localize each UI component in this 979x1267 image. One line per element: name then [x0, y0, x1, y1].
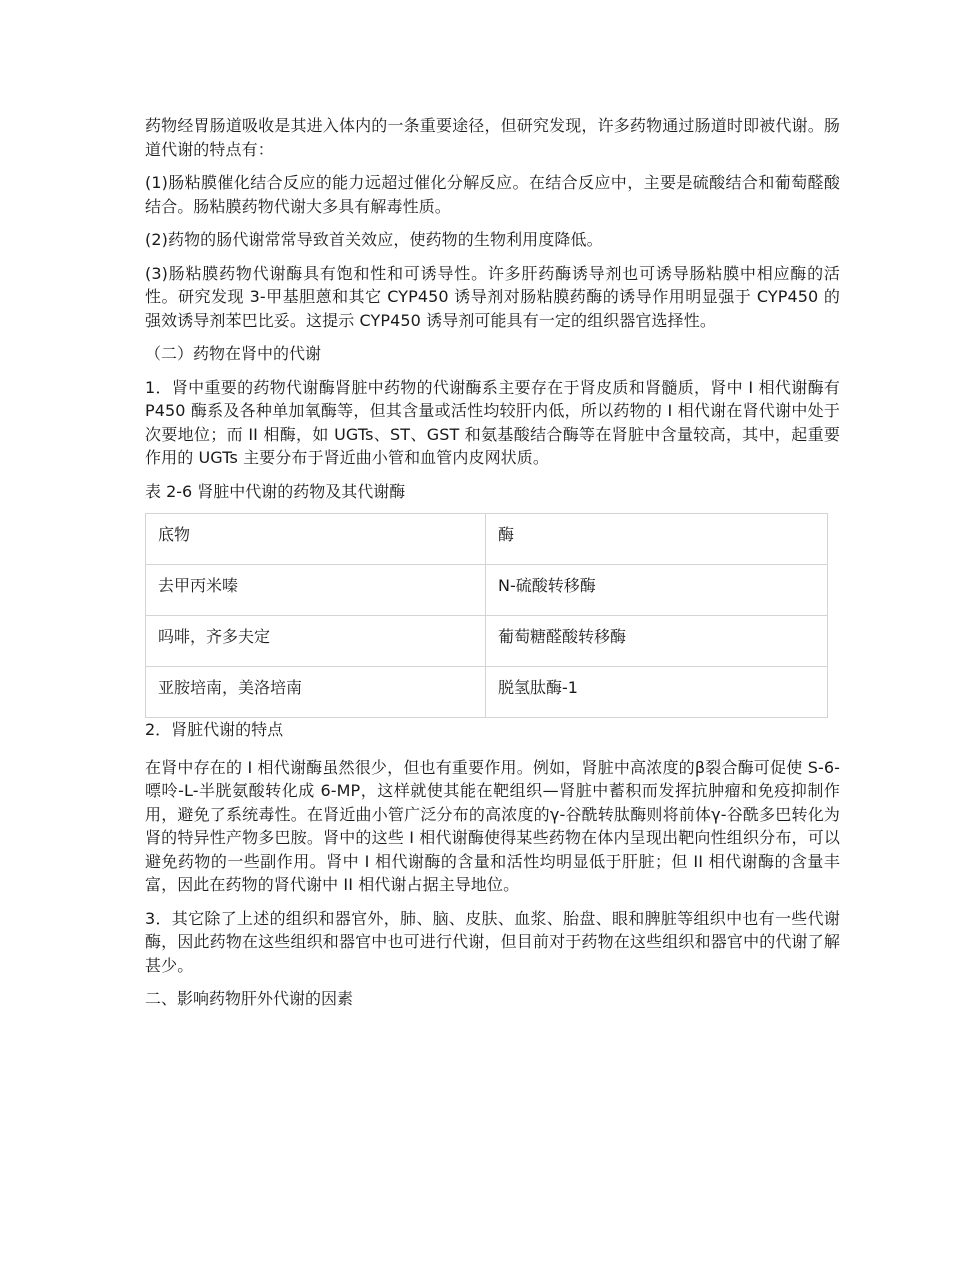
- table-caption: 表 2-6 肾脏中代谢的药物及其代谢酶: [145, 481, 406, 501]
- table-cell-enzyme: 脱氢肽酶-1: [486, 667, 828, 718]
- intro-paragraph: 药物经胃肠道吸收是其进入体内的一条重要途径，但研究发现，许多药物通过肠道时即被代谢。肠道代谢的特点有：: [145, 116, 840, 159]
- table-row: [146, 667, 828, 718]
- enzyme-table: [145, 513, 828, 718]
- kidney-features-paragraph: 在肾中存在的 I 相代谢酶虽然很少，但也有重要作用。例如，肾脏中高浓度的β裂合酶可促使 S-6-嘌呤-L-半胱氨酸转化成 6-MP，这样就使其能在靶组织—肾脏中蓄积而发挥抗肿瘤和免疫抑制作用，避免了系统毒性。在肾近曲小管广泛分布的高浓度的γ-谷酰转肽酶则将前体γ-谷酰多巴转化为肾的特异性产物多巴胺。肾中的这些 I 相代谢酶使得某些药物在体内呈现出靶向性组织分布，可以避免药物的一些副作用。肾中 I 相代谢酶的含量和活性均明显低于肝脏；但 II 相代谢酶的含量丰富，因此在药物的肾代谢中 II 相代谢占据主导地位。: [145, 757, 840, 894]
- table-cell-enzyme: 葡萄糖醛酸转移酶: [486, 616, 828, 667]
- table-row: [146, 565, 828, 616]
- point-1-paragraph: (1)肠粘膜催化结合反应的能力远超过催化分解反应。在结合反应中，主要是硫酸结合和葡萄醛酸结合。肠粘膜药物代谢大多具有解毒性质。: [145, 173, 840, 216]
- table-cell-enzyme: N-硫酸转移酶: [486, 565, 828, 616]
- other-tissues-paragraph: 3．其它除了上述的组织和器官外，肺、脑、皮肤、血浆、胎盘、眼和脾脏等组织中也有一些代谢酶，因此药物在这些组织和器官中也可进行代谢，但目前对于药物在这些组织和器官中的代谢了解甚少。: [145, 908, 840, 975]
- point-2-paragraph: (2)药物的肠代谢常常导致首关效应，使药物的生物利用度降低。: [145, 230, 603, 249]
- section-kidney-heading: （二）药物在肾中的代谢: [145, 344, 322, 363]
- document-page: [145, 114, 840, 1021]
- table-row: [146, 616, 828, 667]
- point-3-paragraph: (3)肠粘膜药物代谢酶具有饱和性和可诱导性。许多肝药酶诱导剂也可诱导肠粘膜中相应酶的活性。研究发现 3-甲基胆蒽和其它 CYP450 诱导剂对肠粘膜药酶的诱导作用明显强于 CYP450 的强效诱导剂苯巴比妥。这提示 CYP450 诱导剂可能具有一定的组织器官选择性。: [145, 263, 840, 330]
- table-header-substrate: 底物: [146, 514, 486, 565]
- table-header-enzyme: 酶: [486, 514, 828, 565]
- kidney-features-title: 2．肾脏代谢的特点: [145, 720, 284, 739]
- table-cell-substrate: 亚胺培南，美洛培南: [146, 667, 486, 718]
- kidney-enzymes-paragraph: 1．肾中重要的药物代谢酶肾脏中药物的代谢酶系主要存在于肾皮质和肾髓质，肾中 I 相代谢酶有 P450 酶系及各种单加氧酶等，但其含量或活性均较肝内低，所以药物的 I 相代谢在肾代谢中处于次要地位；而 II 相酶，如 UGTs、ST、GST 和氨基酸结合酶等在肾脏中含量较高，其中，起重要作用的 UGTs 主要分布于肾近曲小管和血管内皮网状质。: [145, 377, 840, 467]
- table-cell-substrate: 吗啡，齐多夫定: [146, 616, 486, 667]
- table-cell-substrate: 去甲丙米嗪: [146, 565, 486, 616]
- section-factors-heading: 二、影响药物肝外代谢的因素: [145, 989, 354, 1008]
- table-header-row: [146, 514, 828, 565]
